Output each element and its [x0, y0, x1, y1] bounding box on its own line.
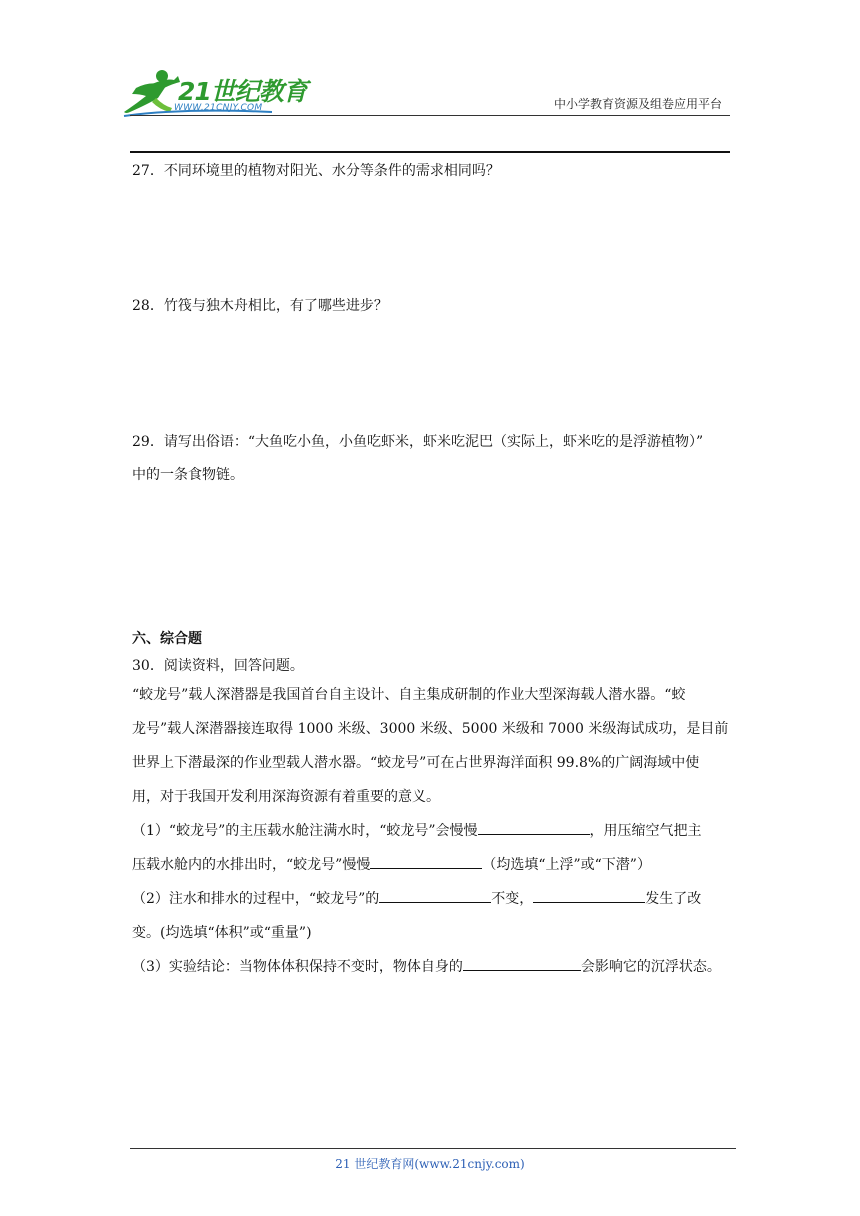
logo-url: WWW.21CNJY.COM [174, 103, 263, 113]
sub1-text-c: 压载水舱内的水排出时，“蛟龙号”慢慢 [132, 857, 371, 873]
sub3-text-a: （3）实验结论：当物体体积保持不变时，物体自身的 [132, 959, 463, 975]
header-divider [130, 115, 730, 116]
material-line: 用，对于我国开发利用深海资源有着重要的意义。 [132, 789, 440, 805]
material-line: “蛟龙号”载人深潜器是我国首台自主设计、自主集成研制的作业大型深海载人潜水器。“蛟 [132, 687, 686, 703]
sub2-text-b: 不变， [491, 891, 534, 907]
footer-divider [130, 1148, 736, 1149]
sub2-text-a: （2）注水和排水的过程中，“蛟龙号”的 [132, 891, 380, 907]
sub1-text-a: （1）“蛟龙号”的主压载水舱注满水时，“蛟龙号”会慢慢 [132, 823, 478, 839]
answer-blank-5[interactable] [463, 954, 581, 971]
sub1-text-d: （均选填“上浮”或“下潜”） [482, 857, 651, 873]
answer-blank-2[interactable] [370, 852, 482, 869]
sub-question-2 [132, 882, 732, 950]
material-line: 龙号”载人深潜器接连取得 1000 米级、3000 米级、5000 米级和 7000 米级海试成功，是目前 [132, 721, 729, 737]
platform-title: 中小学教育资源及组卷应用平台 [553, 97, 722, 111]
answer-blank-4[interactable] [533, 886, 645, 903]
sub-question-3 [132, 950, 732, 984]
sub3-text-b: 会影响它的沉浮状态。 [580, 959, 721, 975]
sub-question-1 [132, 814, 732, 882]
question-29-line2: 中的一条食物链。 [132, 467, 244, 483]
question-27: 27．不同环境里的植物对阳光、水分等条件的需求相同吗？ [132, 163, 500, 179]
footer-link[interactable]: 21 世纪教育网(www.21cnjy.com) [335, 1157, 525, 1171]
question-30-stem: 30．阅读资料，回答问题。 [132, 658, 304, 674]
answer-blank-1[interactable] [478, 818, 590, 835]
question-28: 28．竹筏与独木舟相比，有了哪些进步？ [132, 298, 388, 314]
question-29-line1: 29．请写出俗语：“大鱼吃小鱼，小鱼吃虾米，虾米吃泥巴（实际上，虾米吃的是浮游植物）” [132, 434, 704, 450]
reading-material [132, 678, 732, 814]
material-line: 世界上下潜最深的作业型载人潜水器。“蛟龙号”可在占世界海洋面积 99.8%的广阔海域中使 [132, 755, 700, 771]
sub2-text-d: 变。(均选填“体积”或“重量”) [132, 925, 312, 941]
header-rule [130, 151, 730, 153]
section-title: 六、综合题 [132, 631, 202, 647]
logo-text: 21世纪教育 [178, 77, 307, 106]
sub2-text-c: 发生了改 [645, 891, 702, 907]
sub1-text-b: ，用压缩空气把主 [589, 823, 702, 839]
answer-blank-3[interactable] [379, 886, 491, 903]
